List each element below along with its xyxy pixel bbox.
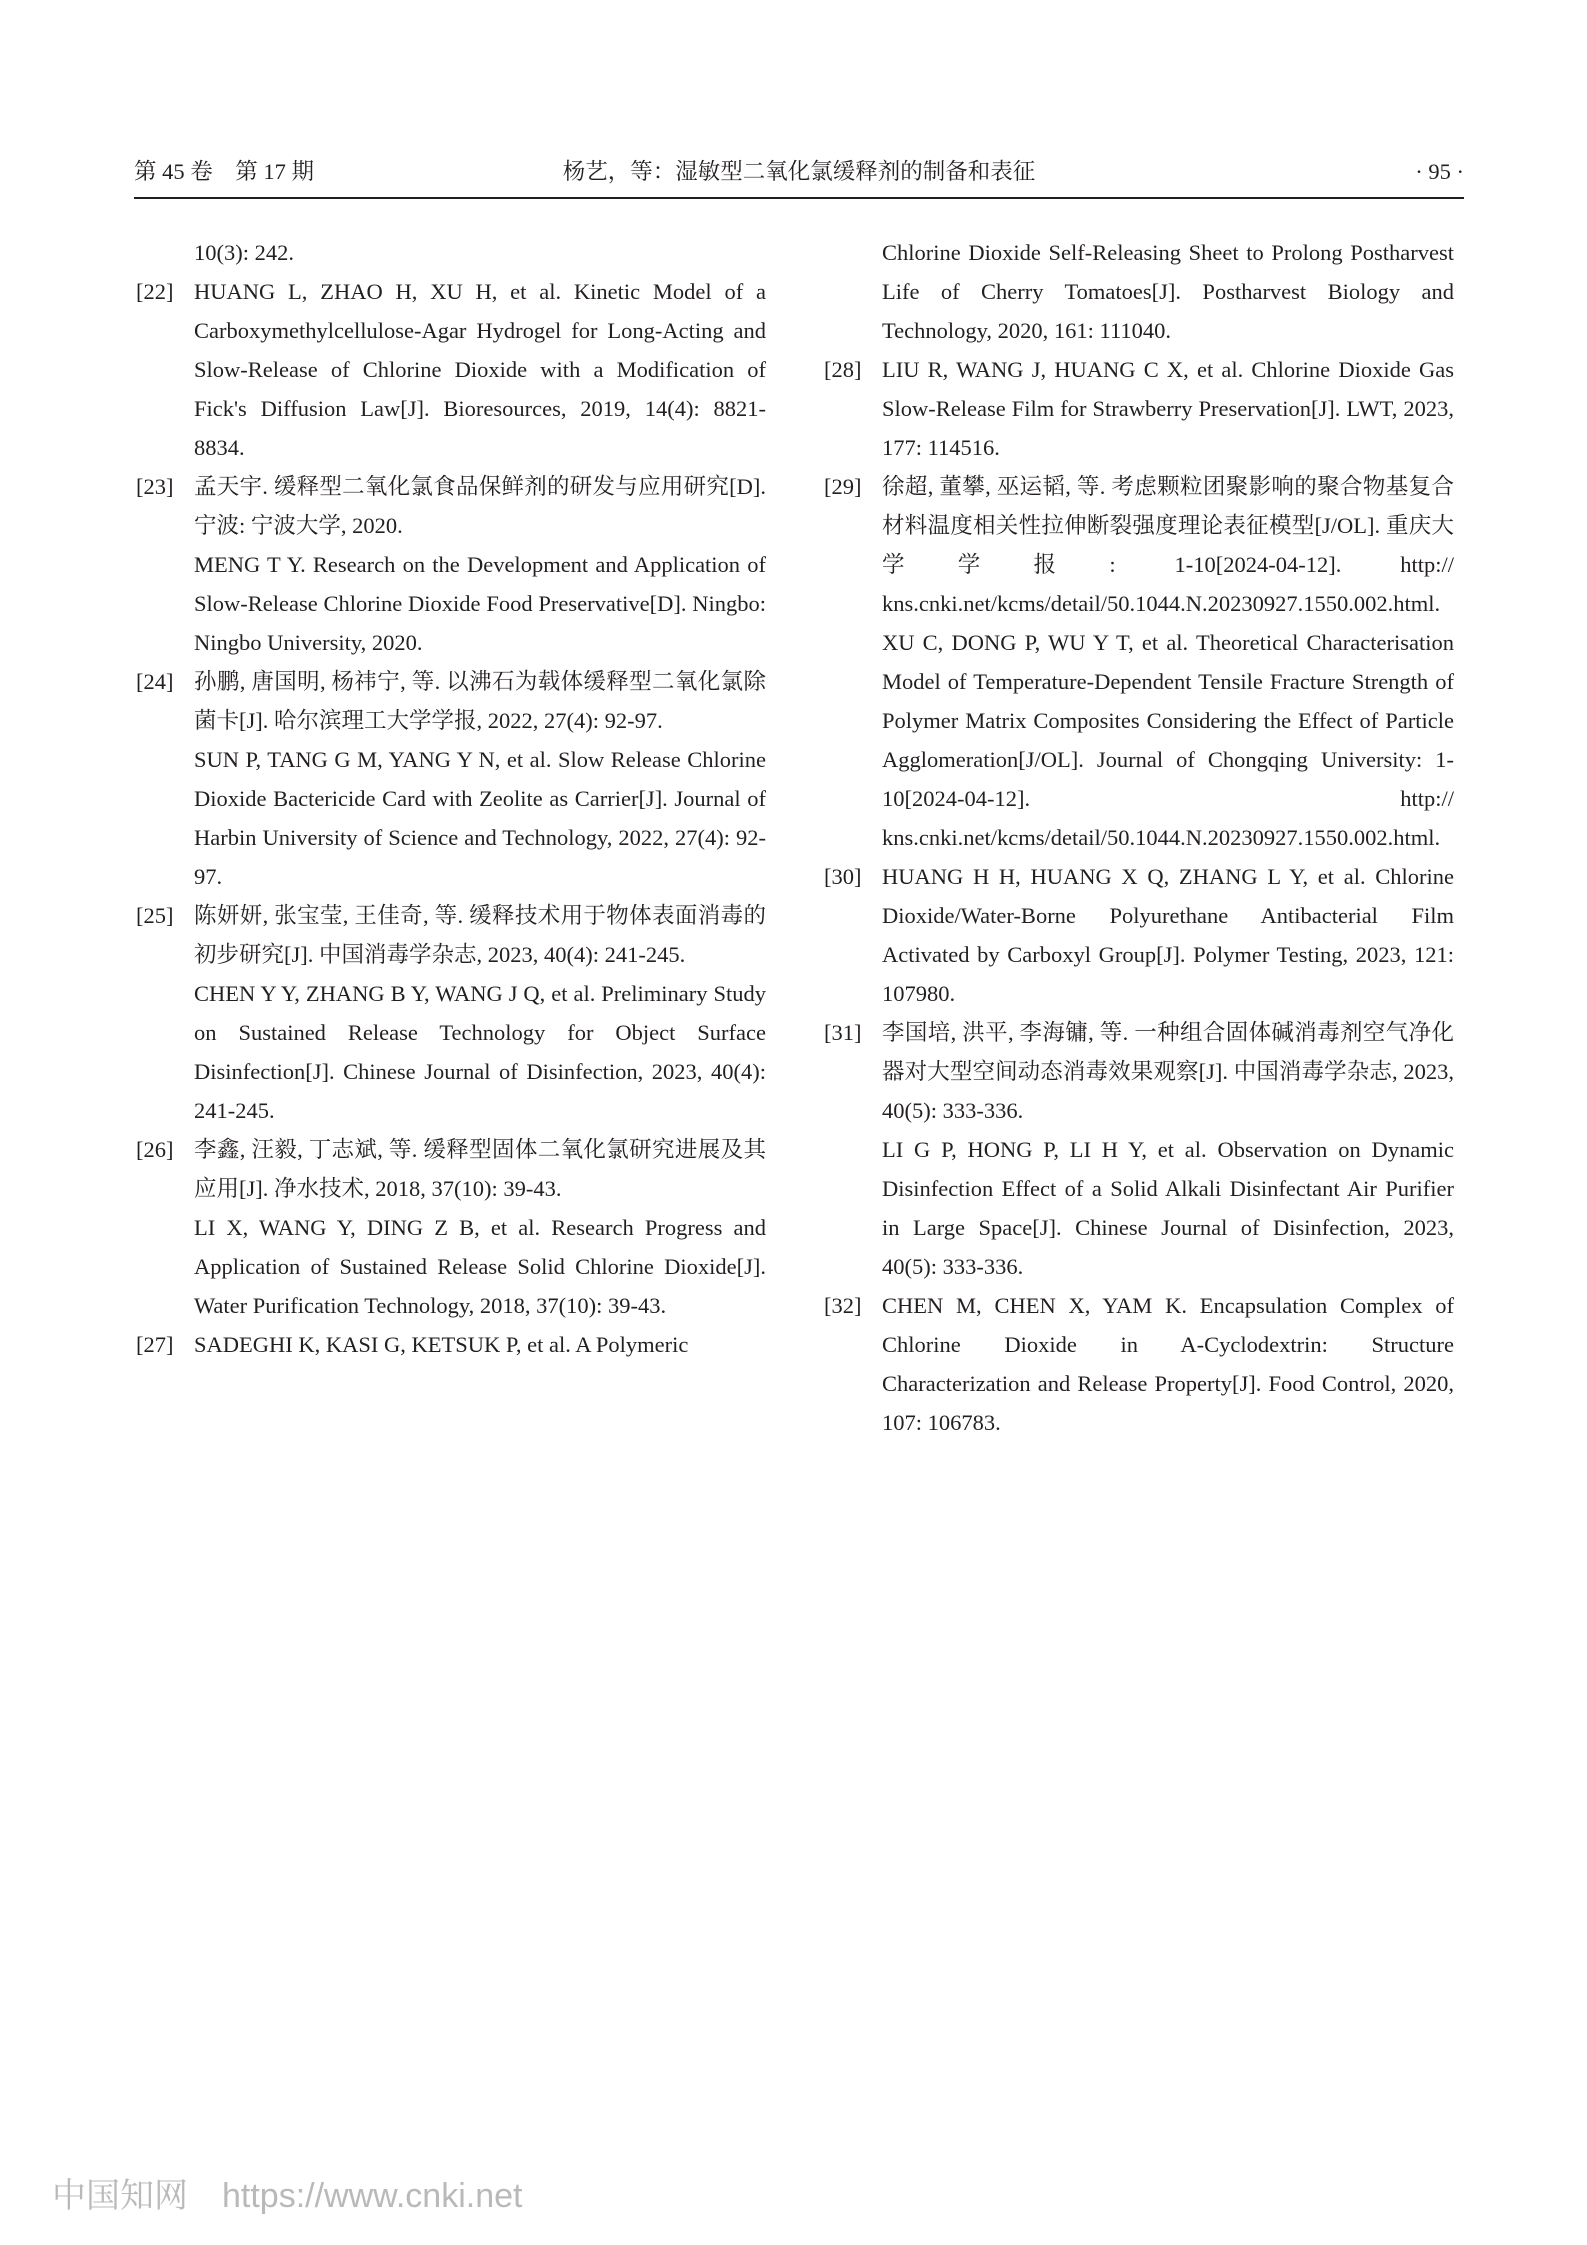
right-column [822,233,1454,1442]
reference-item [134,1130,766,1325]
reference-text: HUANG L, ZHAO H, XU H, et al. Kinetic Model of a Carboxymethylcellulose-Agar Hydrogel for Long-Acting and Slow-Release of Chlorine Dioxide with a Modification of Fick's Diffusion Law[J]. Bioresources, 2019, 14(4): 8821-8834. [194,279,766,460]
reference-number: [26] [136,1137,174,1162]
reference-continuation: 10(3): 242. [194,240,294,265]
reference-item [822,1286,1454,1442]
reference-number: [31] [824,1020,862,1045]
reference-text: 孟天宇. 缓释型二氧化氯食品保鲜剂的研发与应用研究[D]. 宁波: 宁波大学, 2020. [194,474,766,538]
page-number: · 95 · [1415,159,1464,184]
volume-issue: 第 45 卷 第 17 期 [134,159,315,184]
reference-continuation: Chlorine Dioxide Self-Releasing Sheet to Prolong Postharvest Life of Cherry Tomatoes[J]. Postharvest Biology and Technology, 2020, 161: 111040. [882,240,1454,343]
reference-number: [27] [136,1332,174,1357]
reference-text: CHEN Y Y, ZHANG B Y, WANG J Q, et al. Preliminary Study on Sustained Release Technology for Object Surface Disinfection[J]. Chinese Journal of Disinfection, 2023, 40(4): 241-245. [194,981,766,1123]
reference-number: [29] [824,474,862,499]
reference-text: 孙鹏, 唐国明, 杨祎宁, 等. 以沸石为载体缓释型二氧化氯除菌卡[J]. 哈尔滨理工大学学报, 2022, 27(4): 92-97. [194,669,766,733]
watermark-brand: 中国知网 [52,2177,188,2215]
reference-text: 李鑫, 汪毅, 丁志斌, 等. 缓释型固体二氧化氯研究进展及其应用[J]. 净水技术, 2018, 37(10): 39-43. [194,1137,766,1201]
reference-item [822,350,1454,467]
reference-text: CHEN M, CHEN X, YAM K. Encapsulation Complex of Chlorine Dioxide in A-Cyclodextrin: Structure Characterization and Release Property[J]. Food Control, 2020, 107: 106783. [882,1293,1454,1435]
reference-text: LI G P, HONG P, LI H Y, et al. Observation on Dynamic Disinfection Effect of a Solid Alkali Disinfectant Air Purifier in Large Space[J]. Chinese Journal of Disinfection, 2023, 40(5): 333-336. [882,1137,1454,1279]
reference-text: 李国培, 洪平, 李海镛, 等. 一种组合固体碱消毒剂空气净化器对大型空间动态消毒效果观察[J]. 中国消毒学杂志, 2023, 40(5): 333-336. [882,1020,1454,1123]
reference-list [134,272,766,1364]
cnki-watermark [52,2168,522,2217]
reference-number: [23] [136,474,174,499]
reference-item [134,896,766,1130]
reference-number: [22] [136,279,174,304]
running-title: 杨艺，等：湿敏型二氧化氯缓释剂的制备和表征 [562,159,1036,184]
reference-text: SUN P, TANG G M, YANG Y N, et al. Slow Release Chlorine Dioxide Bactericide Card with Zeolite as Carrier[J]. Journal of Harbin University of Science and Technology, 2022, 27(4): 92-97. [194,747,766,889]
reference-text: XU C, DONG P, WU Y T, et al. Theoretical Characterisation Model of Temperature-Dependent Tensile Fracture Strength of Polymer Matrix Composites Considering the Effect of Particle Agglomeration[J/OL]. Journal of Chongqing University: 1-10[2024-04-12]. http:// kns.cnki.net/kcms/detail/50.1044.N.20230927.1550.002.html. [882,630,1454,850]
reference-number: [24] [136,669,174,694]
reference-item [134,662,766,896]
reference-item [134,272,766,467]
left-column [134,233,766,1364]
reference-text: HUANG H H, HUANG X Q, ZHANG L Y, et al. Chlorine Dioxide/Water-Borne Polyurethane Antibacterial Film Activated by Carboxyl Group[J]. Polymer Testing, 2023, 121: 107980. [882,864,1454,1006]
reference-text: 陈妍妍, 张宝莹, 王佳奇, 等. 缓释技术用于物体表面消毒的初步研究[J]. 中国消毒学杂志, 2023, 40(4): 241-245. [194,903,766,967]
reference-item [822,1013,1454,1286]
reference-list [822,350,1454,1442]
running-header [134,152,1464,192]
reference-item [134,467,766,662]
reference-text: MENG T Y. Research on the Development and Application of Slow-Release Chlorine Dioxide Food Preservative[D]. Ningbo: Ningbo University, 2020. [194,552,766,655]
watermark-url: https://www.cnki.net [222,2177,523,2215]
reference-number: [30] [824,864,862,889]
reference-text: 徐超, 董攀, 巫运韬, 等. 考虑颗粒团聚影响的聚合物基复合材料温度相关性拉伸断裂强度理论表征模型[J/OL]. 重庆大学学报: 1-10[2024-04-12]. http:// kns.cnki.net/kcms/detail/50.1044.N.20230927.1550.002.html. [882,474,1454,616]
header-rule [134,197,1464,199]
reference-item [822,467,1454,857]
reference-text: LI X, WANG Y, DING Z B, et al. Research Progress and Application of Sustained Release Solid Chlorine Dioxide[J]. Water Purification Technology, 2018, 37(10): 39-43. [194,1215,766,1318]
reference-item [822,857,1454,1013]
reference-item [134,1325,766,1364]
reference-number: [28] [824,357,862,382]
reference-number: [32] [824,1293,862,1318]
reference-text: SADEGHI K, KASI G, KETSUK P, et al. A Polymeric [194,1332,689,1357]
reference-text: LIU R, WANG J, HUANG C X, et al. Chlorine Dioxide Gas Slow-Release Film for Strawberry Preservation[J]. LWT, 2023, 177: 114516. [882,357,1454,460]
reference-number: [25] [136,903,174,928]
